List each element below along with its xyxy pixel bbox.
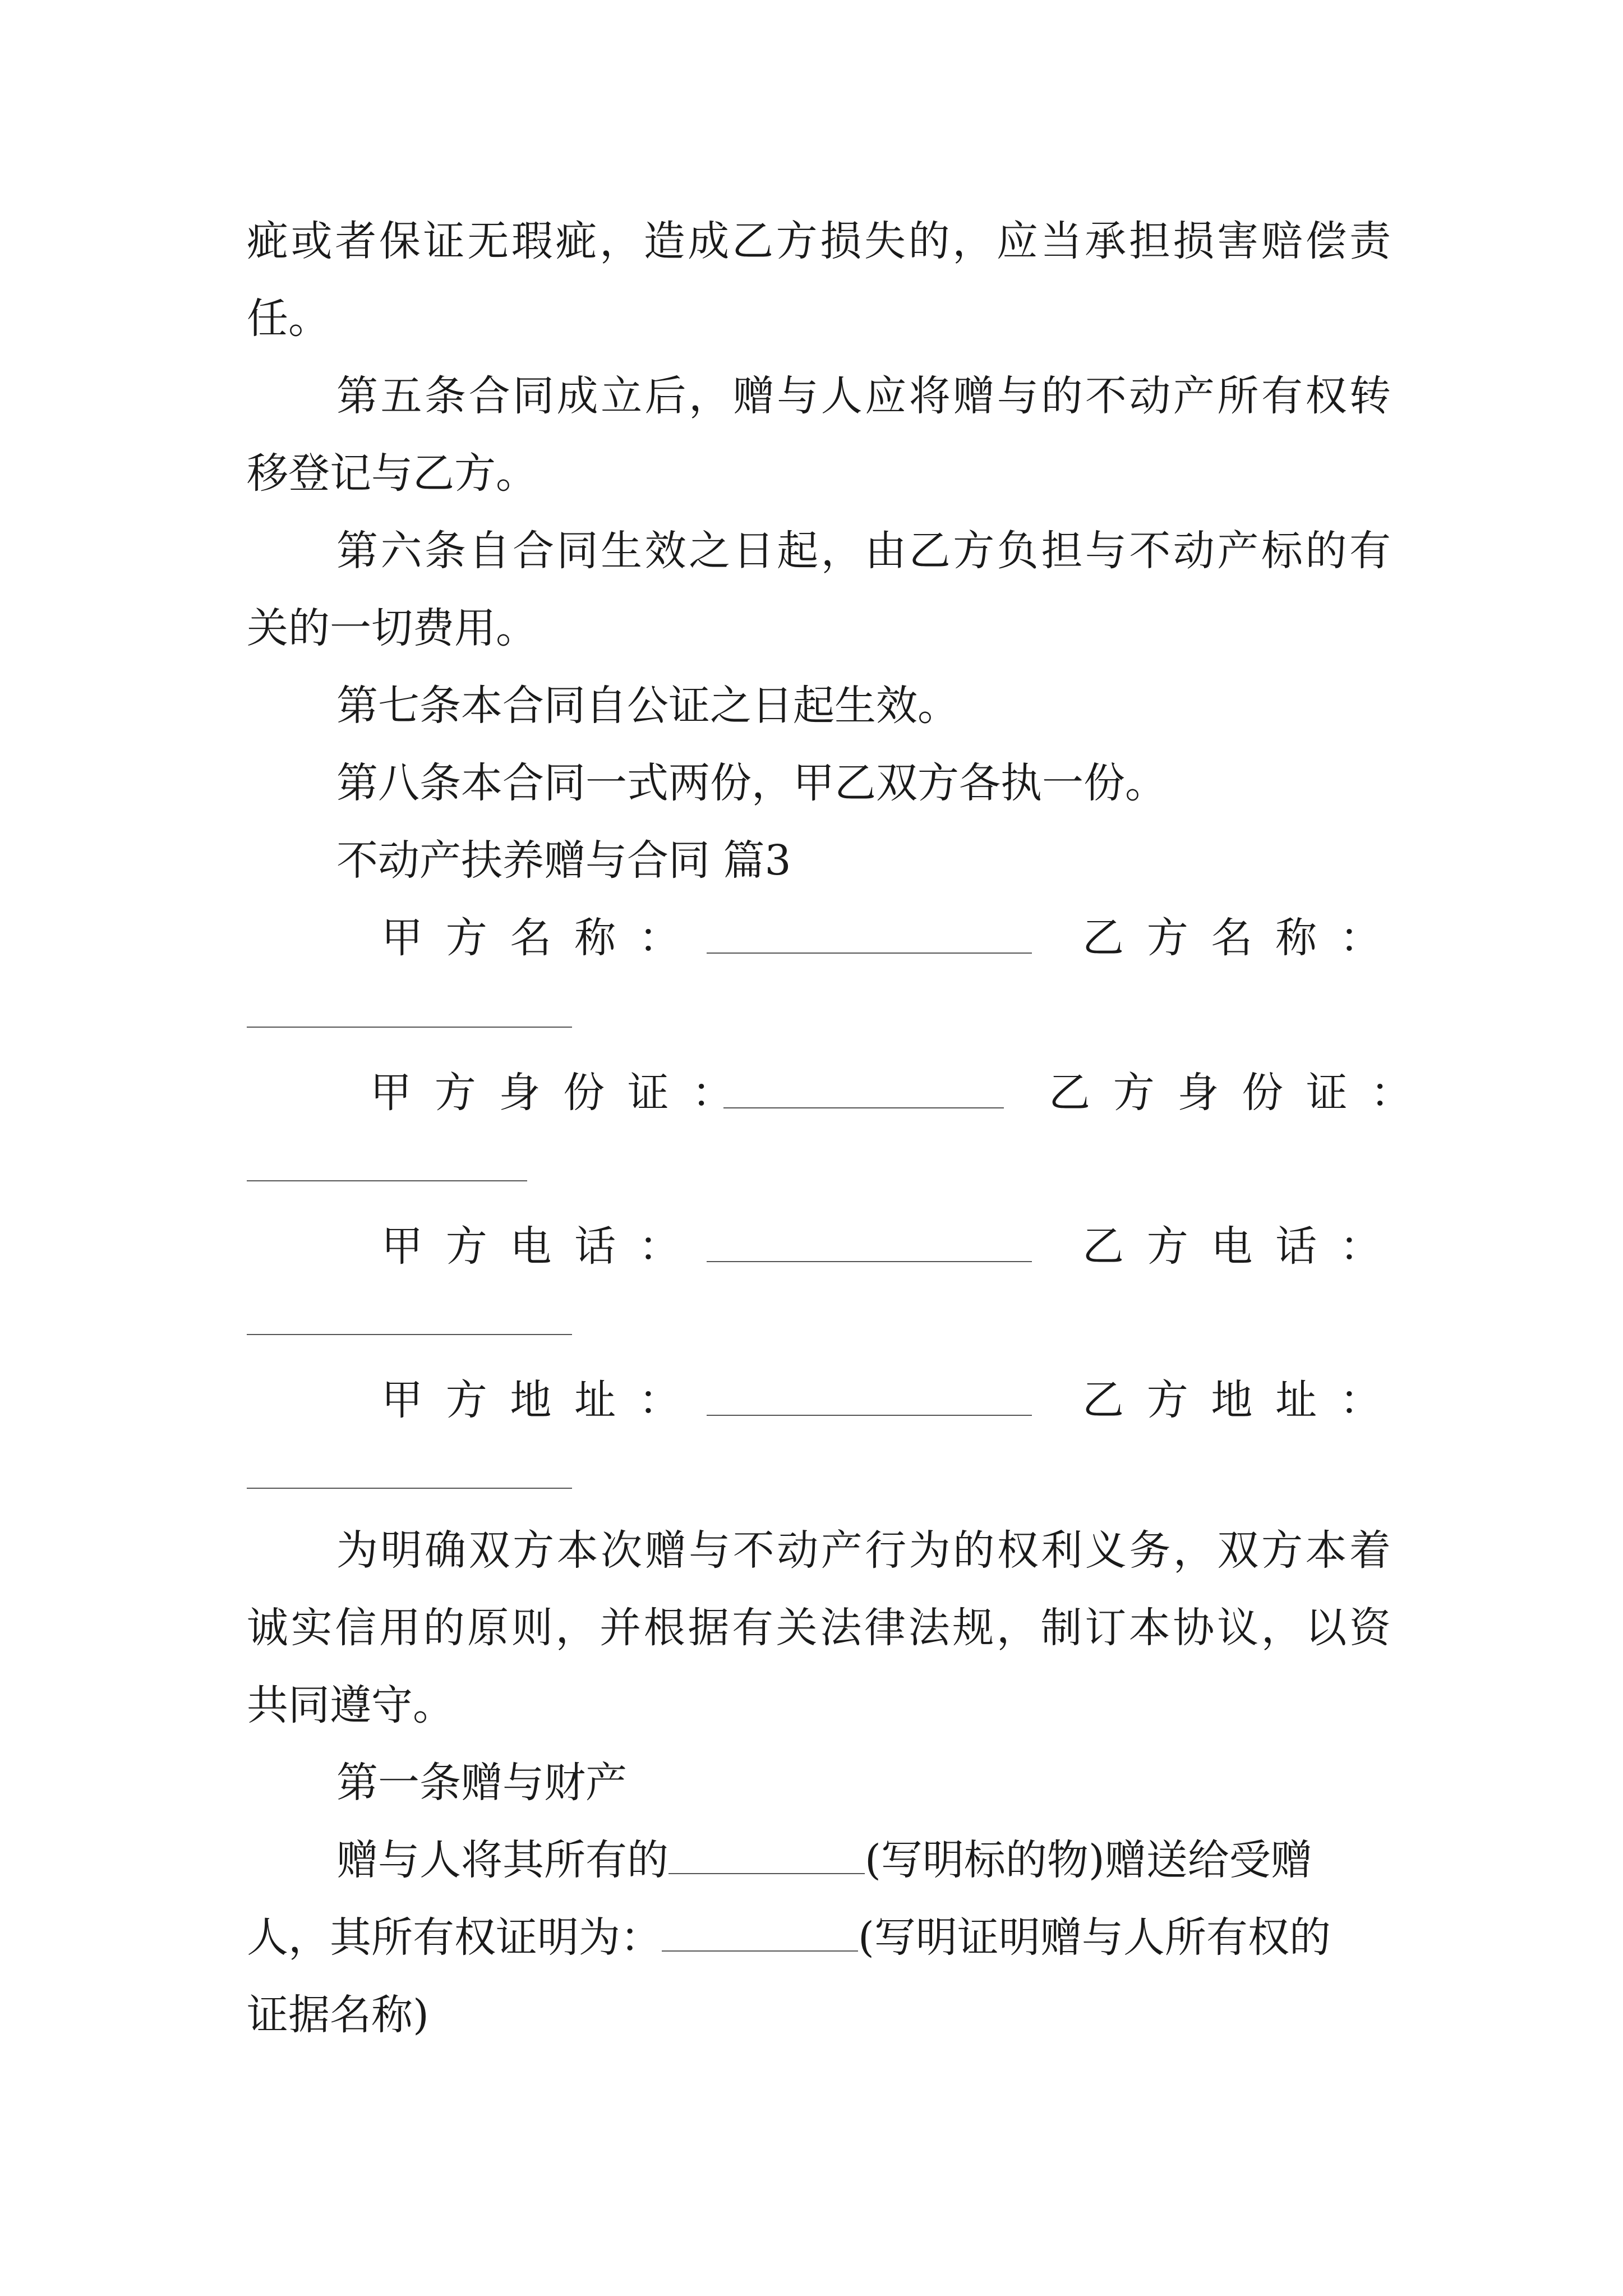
text-segment: (写明标的物)赠送给受赠 (865, 1836, 1312, 1884)
party-a-label: 甲方地址： (381, 1376, 703, 1424)
party-b-phone-field[interactable] (247, 1334, 572, 1335)
party-row-id (247, 1065, 1435, 1121)
text-line (247, 1910, 1391, 1966)
article-1-title: 第一条赠与财产 (336, 1759, 627, 1807)
text-segment: 赠与人将其所有的 (336, 1836, 668, 1884)
article-6-line: 第六条自合同生效之日起，由乙方负担与不动产标的有 (336, 527, 1391, 575)
text-line: 共同遵守。 (247, 1681, 454, 1729)
text-line: 任。 (247, 295, 330, 343)
party-b-label: 乙方地址： (1082, 1376, 1404, 1424)
text-line: 疵或者保证无瑕疵，造成乙方损失的，应当承担损害赔偿责 (247, 217, 1391, 265)
party-a-label: 甲方电话： (381, 1222, 703, 1271)
party-b-name-field[interactable] (247, 1027, 572, 1028)
text-segment: (写明证明赠与人所有权的 (858, 1913, 1331, 1962)
section-heading: 不动产扶养赠与合同 篇3 (336, 836, 791, 885)
text-segment: 人，其所有权证明为： (247, 1913, 662, 1962)
party-row-phone (247, 1218, 1404, 1274)
purpose-line: 为明确双方本次赠与不动产行为的权利义务，双方本着 (336, 1526, 1391, 1575)
party-a-address-field[interactable] (707, 1372, 1032, 1416)
text-line: 诚实信用的原则，并根据有关法律法规，制订本协议，以资 (247, 1604, 1391, 1652)
party-b-label: 乙方电话： (1082, 1222, 1404, 1271)
party-b-label: 乙方名称： (1082, 914, 1404, 962)
party-a-label: 甲方名称： (381, 914, 703, 962)
party-row-name (247, 910, 1404, 966)
party-a-name-field[interactable] (707, 910, 1032, 954)
party-b-id-field[interactable] (247, 1180, 527, 1181)
article-7-line: 第七条本合同自公证之日起生效。 (336, 682, 959, 730)
party-b-address-field[interactable] (247, 1488, 572, 1489)
article-1-line (336, 1832, 1391, 1888)
text-line: 关的一切费用。 (247, 604, 537, 652)
text-line: 移登记与乙方。 (247, 449, 537, 498)
party-a-phone-field[interactable] (707, 1218, 1032, 1262)
subject-matter-field[interactable] (668, 1834, 865, 1874)
party-a-id-field[interactable] (723, 1065, 1004, 1108)
ownership-proof-field[interactable] (662, 1911, 858, 1952)
party-a-label: 甲方身份证： (370, 1069, 757, 1117)
text-line: 证据名称) (247, 1991, 429, 2039)
article-5-line: 第五条合同成立后，赠与人应将赠与的不动产所有权转 (336, 372, 1391, 420)
party-row-address (247, 1372, 1404, 1428)
party-b-label: 乙方身份证： (1049, 1069, 1435, 1117)
article-8-line: 第八条本合同一式两份，甲乙双方各执一份。 (336, 759, 1166, 807)
